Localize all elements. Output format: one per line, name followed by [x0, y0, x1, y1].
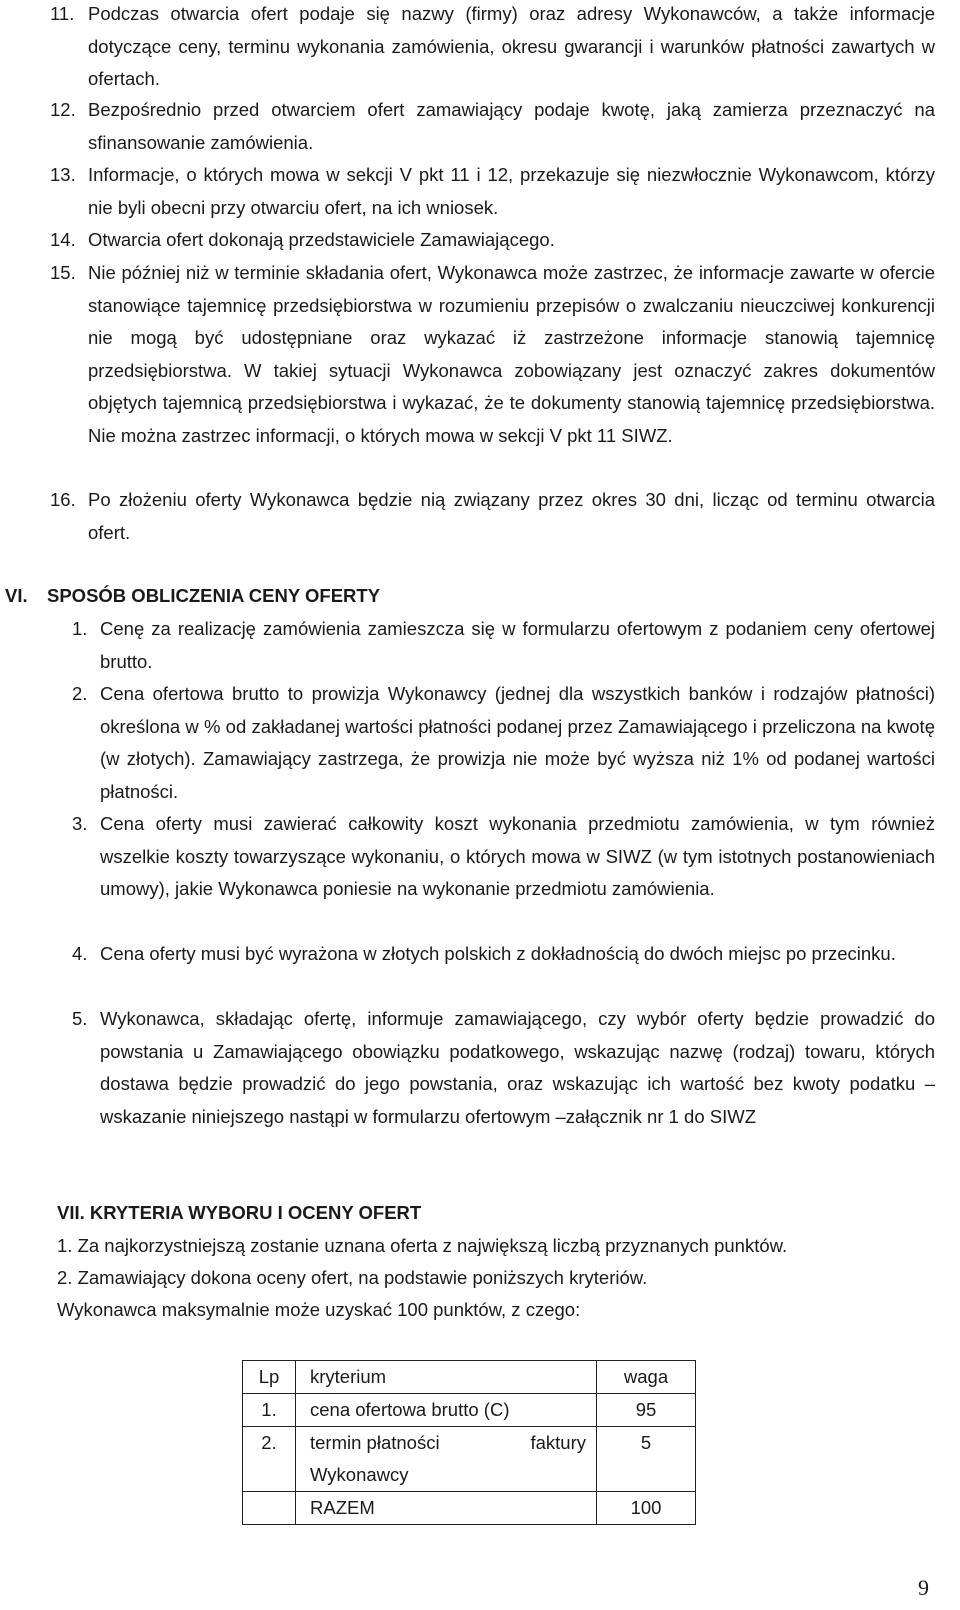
- paragraph: 1. Za najkorzystniejszą zostanie uznana oferta z największą liczbą przyznanych punktów.: [57, 1235, 788, 1256]
- cell-criterion: RAZEM: [296, 1492, 597, 1525]
- item-text: Cena oferty musi zawierać całkowity koszt wykonania przedmiotu zamówienia, w tym również wszelkie koszty towarzyszące wykonaniu, o których mowa w SIWZ (w tym istotnych postanowieniach umowy), jakie Wykonawca poniesie na wykonanie przedmiotu zamówienia.: [100, 813, 935, 899]
- item-number: 15.: [50, 262, 76, 283]
- cell-lp: [243, 1492, 296, 1525]
- item-text: Otwarcia ofert dokonają przedstawiciele Zamawiającego.: [88, 229, 555, 250]
- item-text: Podczas otwarcia ofert podaje się nazwy (firmy) oraz adresy Wykonawców, a także informacje dotyczące ceny, terminu wykonania zamówienia, okresu gwarancji i warunków płatności zawartych w ofertach.: [88, 3, 935, 89]
- item-text: Cenę za realizację zamówienia zamieszcza się w formularzu ofertowym z podaniem ceny ofertowej brutto.: [100, 618, 935, 672]
- list-item: [72, 808, 935, 906]
- item-number: 13.: [50, 164, 76, 185]
- item-number: 2.: [72, 683, 88, 704]
- item-number: 16.: [50, 489, 76, 510]
- item-number: 4.: [72, 943, 88, 964]
- criteria-table: [242, 1360, 696, 1525]
- item-text: Cena ofertowa brutto to prowizja Wykonawcy (jednej dla wszystkich banków i rodzajów płatności) określona w % od zakładanej wartości płatności podanej przez Zamawiającego i przeliczona na kwotę (w złotych). Zamawiający zastrzega, że prowizja nie może być wyższa niż 1% od podanej wartości płatności.: [100, 683, 935, 802]
- cell-weight: 5: [597, 1427, 696, 1492]
- table-total-row: [243, 1492, 696, 1525]
- item-text: Wykonawca, składając ofertę, informuje zamawiającego, czy wybór oferty będzie prowadzić do powstania u Zamawiającego obowiązku podatkowego, wskazując nazwę (rodzaj) towaru, których dostawa będzie prowadzić do jego powstania, oraz wskazując ich wartość bez kwoty podatku – wskazanie niniejszego nastąpi w formularzu ofertowym –załącznik nr 1 do SIWZ: [100, 1008, 935, 1127]
- cell-criterion-part: termin płatności: [310, 1432, 440, 1453]
- cell-lp: 2.: [243, 1427, 296, 1492]
- cell-lp: 1.: [243, 1394, 296, 1427]
- list-item: [50, 94, 935, 159]
- list-item: [72, 613, 935, 678]
- item-number: 14.: [50, 229, 76, 250]
- list-item: [50, 257, 935, 452]
- item-text: Informacje, o których mowa w sekcji V pkt 11 i 12, przekazuje się niezwłocznie Wykonawcom, którzy nie byli obecni przy otwarciu ofert, na ich wniosek.: [88, 164, 935, 218]
- cell-criterion-part: faktury: [530, 1432, 586, 1453]
- section-roman-number: VI.: [5, 585, 28, 606]
- table-row: [243, 1427, 696, 1492]
- cell-weight: 100: [597, 1492, 696, 1525]
- item-text: Nie później niż w terminie składania ofert, Wykonawca może zastrzec, że informacje zawarte w ofercie stanowiące tajemnicę przedsiębiorstwa w rozumieniu przepisów o zwalczaniu nieuczciwej konkurencji nie mogą być udostępniane oraz wykazać iż zastrzeżone informacje stanowią tajemnicę przedsiębiorstwa. W takiej sytuacji Wykonawca zobowiązany jest oznaczyć zakres dokumentów objętych tajemnicą przedsiębiorstwa i wykazać, że te dokumenty stanowią tajemnicę przedsiębiorstwa. Nie można zastrzec informacji, o których mowa w sekcji V pkt 11 SIWZ.: [88, 262, 935, 446]
- cell-weight: 95: [597, 1394, 696, 1427]
- table-header-row: [243, 1361, 696, 1394]
- list-item: [50, 484, 935, 549]
- item-number: 11.: [50, 3, 75, 24]
- item-number: 12.: [50, 99, 76, 120]
- item-number: 1.: [72, 618, 88, 639]
- paragraph: 2. Zamawiający dokona oceny ofert, na podstawie poniższych kryteriów.: [57, 1267, 648, 1288]
- page-number: 9: [918, 1575, 929, 1600]
- item-number: 5.: [72, 1008, 88, 1029]
- item-text: Bezpośrednio przed otwarciem ofert zamawiający podaje kwotę, jaką zamierza przeznaczyć na sfinansowanie zamówienia.: [88, 99, 935, 153]
- section-heading: [57, 1200, 757, 1226]
- cell-criterion-part: Wykonawcy: [310, 1464, 409, 1485]
- list-item: [72, 938, 935, 971]
- item-text: Po złożeniu oferty Wykonawca będzie nią związany przez okres 30 dni, licząc od terminu otwarcia ofert.: [88, 489, 935, 543]
- section-title: VII. KRYTERIA WYBORU I OCENY OFERT: [57, 1202, 422, 1223]
- cell-criterion: cena ofertowa brutto (C): [296, 1394, 597, 1427]
- header-criterion: kryterium: [296, 1361, 597, 1394]
- cell-criterion: [296, 1427, 597, 1492]
- paragraph: Wykonawca maksymalnie może uzyskać 100 punktów, z czego:: [57, 1299, 581, 1320]
- section-title: SPOSÓB OBLICZENIA CENY OFERTY: [47, 585, 381, 606]
- header-weight: waga: [597, 1361, 696, 1394]
- list-item: [72, 678, 935, 808]
- list-item: [50, 159, 935, 224]
- list-item: [72, 1003, 935, 1133]
- list-item: [50, 224, 935, 257]
- header-lp: Lp: [243, 1361, 296, 1394]
- item-number: 3.: [72, 813, 88, 834]
- table-row: [243, 1394, 696, 1427]
- item-text: Cena oferty musi być wyrażona w złotych polskich z dokładnością do dwóch miejsc po przecinku.: [100, 943, 896, 964]
- list-item: [50, 0, 935, 96]
